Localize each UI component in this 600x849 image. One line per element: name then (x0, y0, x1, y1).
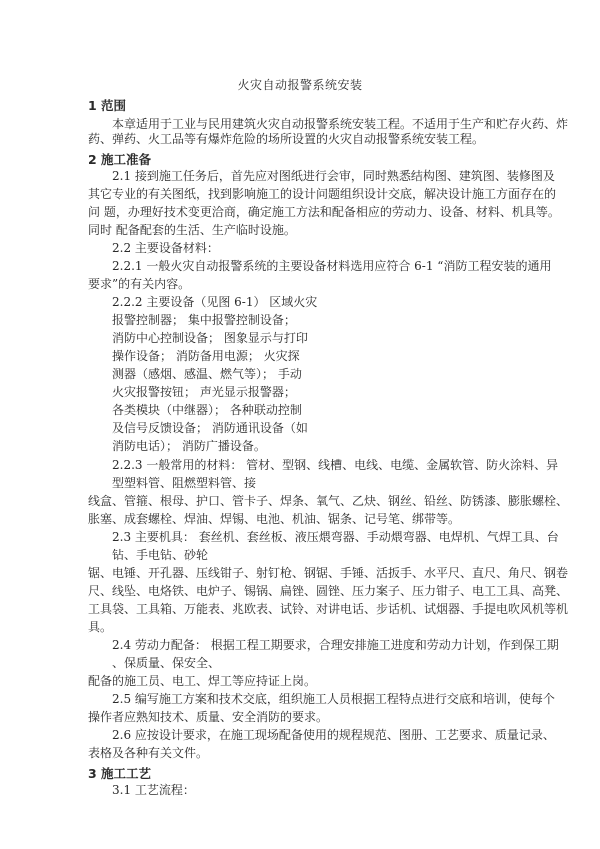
text-line: 测器（感烟、感温、燃气等）； 手动 (112, 367, 302, 381)
text-line: 2.3 主要机具： 套丝机、套丝板、液压煨弯器、手动煨弯器、电焊机、气焊工具、台 (112, 530, 559, 544)
text-line: 3.1 工艺流程： (112, 783, 195, 797)
text-line: 钻、手电钻、砂轮 (112, 548, 209, 562)
text-line: 锯、电锤、开孔器、压线钳子、射钉枪、钢锯、手锤、活扳手、水平尺、直尺、角尺、钢卷 (88, 566, 569, 580)
text-line: 药、弹药、火工品等有爆炸危险的场所设置的火灾自动报警系统安装工程。 (88, 132, 485, 146)
doc-title: 火灾自动报警系统安装 (237, 78, 363, 92)
text-line: 2.5 编写施工方案和技术交底，组织施工人员根据工程特点进行交底和培训，使每个 (112, 692, 555, 706)
text-line: 消防电话）； 消防广播设备。 (112, 439, 266, 453)
text-line: 操作设备； 消防备用电源； 火灾探 (112, 349, 300, 363)
text-line: 、保质量、保安全、 (112, 656, 221, 670)
text-line: 2.2.3 一般常用的材料： 管材、型钢、线槽、电线、电缆、金属软管、防火涂料、异 (112, 458, 559, 472)
text-line: 及信号反馈设备； 消防通讯设备（如 (112, 421, 308, 435)
text-line: 配备的施工员、电工、焊工等应持证上岗。 (88, 674, 317, 688)
text-line: 本章适用于工业与民用建筑火灾自动报警系统安装工程。不适用于生产和贮存火药、炸 (112, 117, 569, 131)
text-line: 具。 (88, 620, 113, 634)
text-line: 线盒、管箍、根母、护口、管卡子、焊条、氧气、乙炔、钢丝、铅丝、防锈漆、膨胀螺栓、 (88, 494, 569, 508)
text-line: 工具袋、工具箱、万能表、兆欧表、试铃、对讲电话、步话机、试烟器、手提电吹风机等机 (88, 602, 569, 616)
text-line: 型塑料管、阻燃塑料管、接 (112, 476, 257, 490)
text-line: 表格及各种有关文件。 (88, 746, 209, 760)
text-line: 要求”的有关内容。 (88, 277, 191, 291)
text-line: 同时 配备配套的生活、生产临时设施。 (88, 223, 296, 237)
text-line: 各类模块（中继器）； 各种联动控制 (112, 403, 302, 417)
text-line: 2.2 主要设备材料： (112, 241, 219, 255)
sec3-heading: 3 施工工艺 (88, 766, 152, 781)
text-line: 操作者应熟知技术、质量、安全消防的要求。 (88, 710, 329, 724)
text-line: 尺、线坠、电烙铁、电炉子、锡锅、扁锉、圆锉、压力案子、压力钳子、电工工具、高凳、 (88, 584, 569, 598)
sec1-heading: 1 范围 (88, 98, 127, 113)
text-line: 2.1 接到施工任务后，首先应对图纸进行会审，同时熟悉结构图、建筑图、装修图及 (112, 169, 555, 183)
text-line: 火灾报警按钮； 声光显示报警器； (112, 385, 296, 399)
text-line: 其它专业的有关图纸，找到影响施工的设计问题组织设计交底，解决设计施工方面存在的 (88, 187, 557, 201)
text-line: 消防中心控制设备； 图象显示与打印 (112, 331, 308, 345)
text-line: 2.6 应按设计要求，在施工现场配备使用的规程规范、图册、工艺要求、质量记录、 (112, 728, 555, 742)
sec2-heading: 2 施工准备 (88, 152, 152, 167)
text-line: 2.4 劳动力配备： 根据工程工期要求，合理安排施工进度和劳动力计划，作到保工期 (112, 638, 559, 652)
text-line: 2.2.1 一般火灾自动报警系统的主要设备材料选用应符合 6-1 “消防工程安装的通用 (112, 259, 552, 273)
text-line: 胀塞、成套螺栓、焊油、焊锡、电池、机油、锯条、记号笔、绑带等。 (88, 512, 461, 526)
text-line: 问 题，办理好技术变更洽商，确定施工方法和配备相应的劳动力、设备、材料、机具等。 (88, 205, 560, 219)
text-line: 报警控制器； 集中报警控制设备； (112, 313, 296, 327)
text-line: 2.2.2 主要设备（见图 6-1） 区域火灾 (112, 295, 318, 309)
